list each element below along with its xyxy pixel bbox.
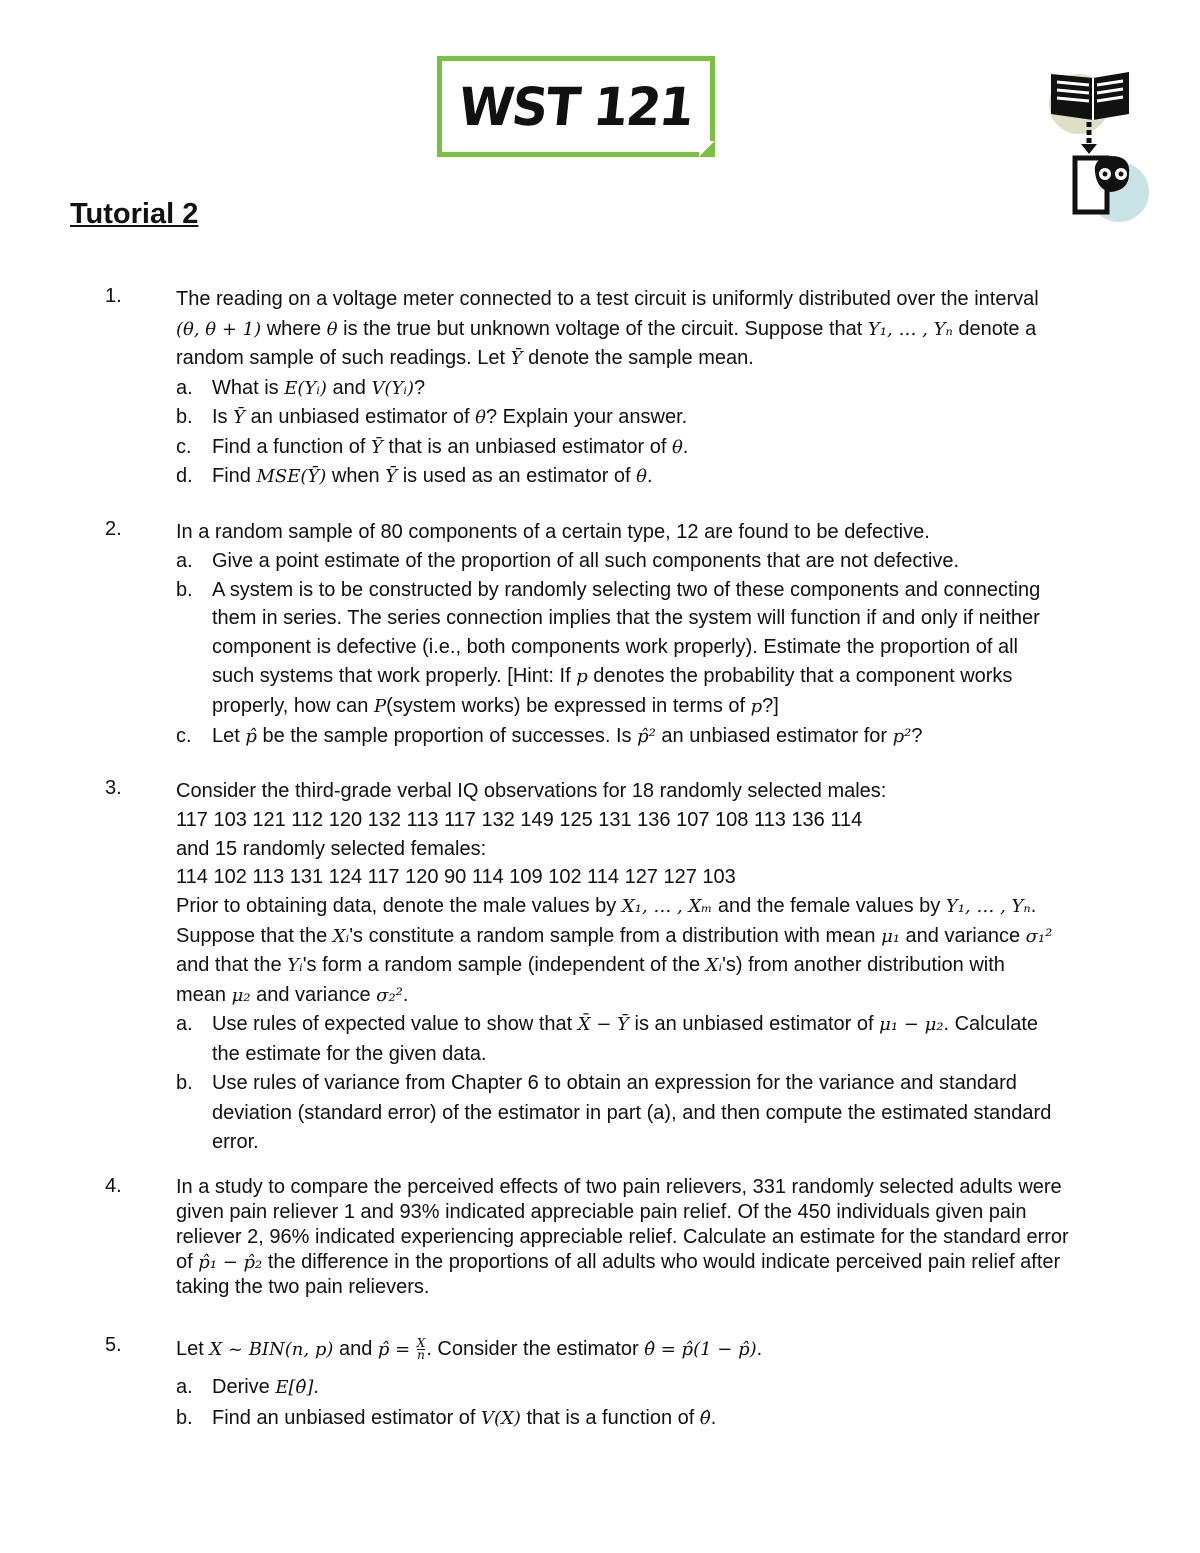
text: Find xyxy=(212,465,257,487)
text-line: Consider the third-grade verbal IQ observations for 18 randomly selected males: xyxy=(176,780,887,802)
text: Let xyxy=(176,1338,210,1360)
text: and xyxy=(326,376,372,399)
text-line: taking the two pain relievers. xyxy=(176,1276,430,1298)
math: σ₁² xyxy=(1025,925,1053,947)
text: be the sample proportion of successes. Is xyxy=(256,724,638,747)
text-line: The reading on a voltage meter connected to a test circuit is uniformly distributed over the interval xyxy=(176,288,1039,310)
text: Find an unbiased estimator of xyxy=(212,1407,482,1429)
text: . xyxy=(710,1407,717,1429)
text-line xyxy=(176,1334,1116,1365)
text: ?] xyxy=(762,694,779,717)
math: (θ, θ + 1) xyxy=(176,318,262,340)
question-number: 5. xyxy=(105,1334,122,1356)
text: 's form a random sample (independent of the xyxy=(302,954,706,977)
text: Prior to obtaining data, denote the male values by xyxy=(176,895,622,918)
text: ? xyxy=(414,376,426,399)
text: and variance xyxy=(250,983,377,1006)
text-line: them in series. The series connection implies that the system will function if and only if neither xyxy=(212,607,1040,630)
text-line: component is defective (i.e., both components work properly). Estimate the proportion of all xyxy=(212,636,1018,659)
text-line: Use rules of variance from Chapter 6 to obtain an expression for the variance and standard xyxy=(212,1072,1017,1095)
sub-letter: c. xyxy=(176,724,192,747)
text: denote a xyxy=(952,317,1037,340)
text: Let xyxy=(212,724,246,747)
sub-letter: b. xyxy=(176,1407,193,1429)
sub-letter: a. xyxy=(176,1013,193,1036)
text: What is xyxy=(212,376,285,399)
sub-letter: d. xyxy=(176,465,193,487)
math: θ xyxy=(636,466,647,487)
math: Ȳ xyxy=(370,436,383,458)
math: θ xyxy=(671,436,683,458)
text-line xyxy=(176,1250,1131,1275)
text: Give a point estimate of the proportion of all such components that are not defective. xyxy=(212,549,960,572)
math: σ₂² xyxy=(376,984,403,1006)
math: X₁, … , Xₘ xyxy=(621,896,713,918)
text-line xyxy=(212,1010,1116,1040)
text: when xyxy=(326,465,386,487)
text: such systems that work properly. [Hint: If xyxy=(212,664,577,687)
book-to-owl-icon xyxy=(1045,62,1155,232)
sub-letter: a. xyxy=(176,376,193,399)
question-body xyxy=(176,518,1116,751)
fraction-denominator: n xyxy=(417,1348,425,1363)
math: X̄ − Ȳ xyxy=(577,1014,629,1036)
sub-letter: b. xyxy=(176,1072,193,1095)
question-body xyxy=(176,285,1116,492)
text-line: reliever 2, 96% indicated experiencing appreciable relief. Calculate an estimate for the standard error xyxy=(176,1226,1069,1248)
math: MSE(Ȳ) xyxy=(256,466,327,487)
math: Y₁, … , Yₙ xyxy=(945,896,1031,918)
math: p xyxy=(750,695,763,717)
fraction-numerator: X xyxy=(416,1336,426,1351)
sub-question-b xyxy=(176,576,1116,722)
text-line: A system is to be constructed by randomly selecting two of these components and connecting xyxy=(212,578,1041,601)
sub-letter: a. xyxy=(176,549,193,572)
course-code-box xyxy=(437,56,715,157)
text-line xyxy=(176,892,1116,922)
math: μ₁ − μ₂ xyxy=(879,1014,944,1036)
text-line xyxy=(212,692,1116,722)
text: Use rules of expected value to show that xyxy=(212,1013,578,1036)
text: mean xyxy=(176,983,232,1006)
male-data-line: 117 103 121 112 120 132 113 117 132 149 125 131 136 107 108 113 136 114 xyxy=(176,808,863,831)
text: Derive xyxy=(212,1376,276,1398)
sub-question-c xyxy=(176,433,1116,463)
text: an unbiased estimator of xyxy=(245,406,476,428)
math: p̂₁ − p̂₂ xyxy=(198,1252,263,1273)
question-body xyxy=(176,1334,1116,1434)
text: is the true but unknown voltage of the circuit. Suppose that xyxy=(337,317,868,340)
text: and xyxy=(333,1338,378,1360)
text: the difference in the proportions of all adults who would indicate perceived pain relief after xyxy=(262,1251,1061,1273)
text-line: In a random sample of 80 components of a certain type, 12 are found to be defective. xyxy=(176,521,930,543)
text-line xyxy=(176,951,1116,981)
text-line xyxy=(212,662,1116,692)
text: random sample of such readings. Let xyxy=(176,347,511,369)
text: ? Explain your answer. xyxy=(486,406,688,428)
text: is an unbiased estimator of xyxy=(629,1013,880,1036)
text: and variance xyxy=(900,924,1026,947)
question-number: 3. xyxy=(105,777,122,799)
question-number: 1. xyxy=(105,285,122,307)
text: Suppose that the xyxy=(176,924,333,947)
text-line: deviation (standard error) of the estimator in part (a), and then compute the estimated standard xyxy=(212,1101,1052,1124)
text: . xyxy=(313,1376,319,1398)
text-line xyxy=(176,981,1116,1011)
text: 's constitute a random sample from a distribution with mean xyxy=(349,924,882,947)
sub-letter: a. xyxy=(176,1376,193,1398)
text-line: given pain reliever 1 and 93% indicated appreciable pain relief. Of the 450 individuals given pain xyxy=(176,1201,1027,1223)
text: 's) from another distribution with xyxy=(722,954,1005,977)
sub-question-c xyxy=(176,722,1116,752)
math: Yᵢ xyxy=(287,955,303,977)
sub-letter: b. xyxy=(176,406,193,428)
sub-question-a xyxy=(176,374,1116,404)
sub-question-b xyxy=(176,1069,1116,1158)
text: . xyxy=(647,465,653,487)
sub-question-d xyxy=(176,462,1116,492)
text: of xyxy=(176,1251,199,1273)
math: p̂ xyxy=(245,725,257,747)
fraction xyxy=(417,1338,426,1361)
text: denotes the probability that a component works xyxy=(587,664,1013,687)
female-data-line: 114 102 113 131 124 117 120 90 114 109 102 114 127 127 103 xyxy=(176,866,736,889)
math: Xᵢ xyxy=(332,925,350,947)
text-line xyxy=(176,922,1116,952)
sub-question-a xyxy=(176,547,1116,576)
text: that is a function of xyxy=(520,1407,700,1429)
text-line xyxy=(176,315,1116,345)
math: Xᵢ xyxy=(705,955,723,977)
text-line: In a study to compare the perceived effects of two pain relievers, 331 randomly selected adults were xyxy=(176,1176,1062,1198)
page-fold-corner xyxy=(699,141,715,157)
math: Ȳ xyxy=(233,407,246,428)
math: p̂ = xyxy=(377,1339,411,1360)
math: θ̂ = p̂(1 − p̂) xyxy=(644,1339,757,1360)
math: Y₁, … , Yₙ xyxy=(867,318,953,340)
text: . xyxy=(682,435,689,458)
sub-question-a xyxy=(176,1010,1116,1069)
text: properly, how can xyxy=(212,694,374,717)
text-line: the estimate for the given data. xyxy=(212,1042,487,1065)
math: X ~ BIN(n, p) xyxy=(209,1339,334,1360)
tutorial-title: Tutorial 2 xyxy=(70,198,199,230)
text: Find a function of xyxy=(212,435,371,458)
text: is used as an estimator of xyxy=(397,465,637,487)
math: Ȳ xyxy=(385,466,398,487)
sub-question-b xyxy=(176,1403,1116,1434)
text: and that the xyxy=(176,954,288,977)
question-number: 4. xyxy=(105,1175,122,1197)
math: Ȳ xyxy=(510,348,523,369)
sub-question-a xyxy=(176,1372,1116,1403)
sub-letter: b. xyxy=(176,578,193,601)
math: E(Yᵢ) xyxy=(284,377,327,399)
math: E[θ̂] xyxy=(275,1377,314,1398)
math: θ xyxy=(326,318,338,340)
text: . xyxy=(756,1338,763,1360)
text: and the female values by xyxy=(712,895,946,918)
math: p xyxy=(576,665,588,687)
text: an unbiased estimator for xyxy=(655,724,893,747)
text: . xyxy=(402,983,409,1006)
text: ? xyxy=(911,724,923,747)
text: (system works) be expressed in terms of xyxy=(386,694,751,717)
sub-letter: c. xyxy=(176,435,192,458)
sub-question-b xyxy=(176,403,1116,433)
text: . Consider the estimator xyxy=(426,1338,645,1360)
math: μ₁ xyxy=(881,925,900,947)
math: θ xyxy=(475,407,486,428)
text: that is an unbiased estimator of xyxy=(382,435,672,458)
math: p̂² xyxy=(637,725,656,747)
text: denote the sample mean. xyxy=(522,347,754,369)
text-line: and 15 randomly selected females: xyxy=(176,837,487,860)
math: θ̂ xyxy=(699,1408,711,1429)
text: . Calculate xyxy=(943,1013,1038,1036)
question-number: 2. xyxy=(105,518,122,540)
math: P xyxy=(373,695,387,717)
course-code: WST 121 xyxy=(456,76,696,137)
text-line: error. xyxy=(212,1131,259,1154)
text-line xyxy=(176,344,1116,374)
math: μ₂ xyxy=(231,984,251,1006)
question-body xyxy=(176,777,1116,1158)
text: Is xyxy=(212,406,234,428)
math: V(X) xyxy=(481,1408,521,1429)
math: V(Yᵢ) xyxy=(371,377,414,399)
math: p² xyxy=(892,725,912,747)
text: where xyxy=(261,317,327,340)
text: . xyxy=(1030,895,1037,918)
question-body xyxy=(176,1175,1131,1300)
